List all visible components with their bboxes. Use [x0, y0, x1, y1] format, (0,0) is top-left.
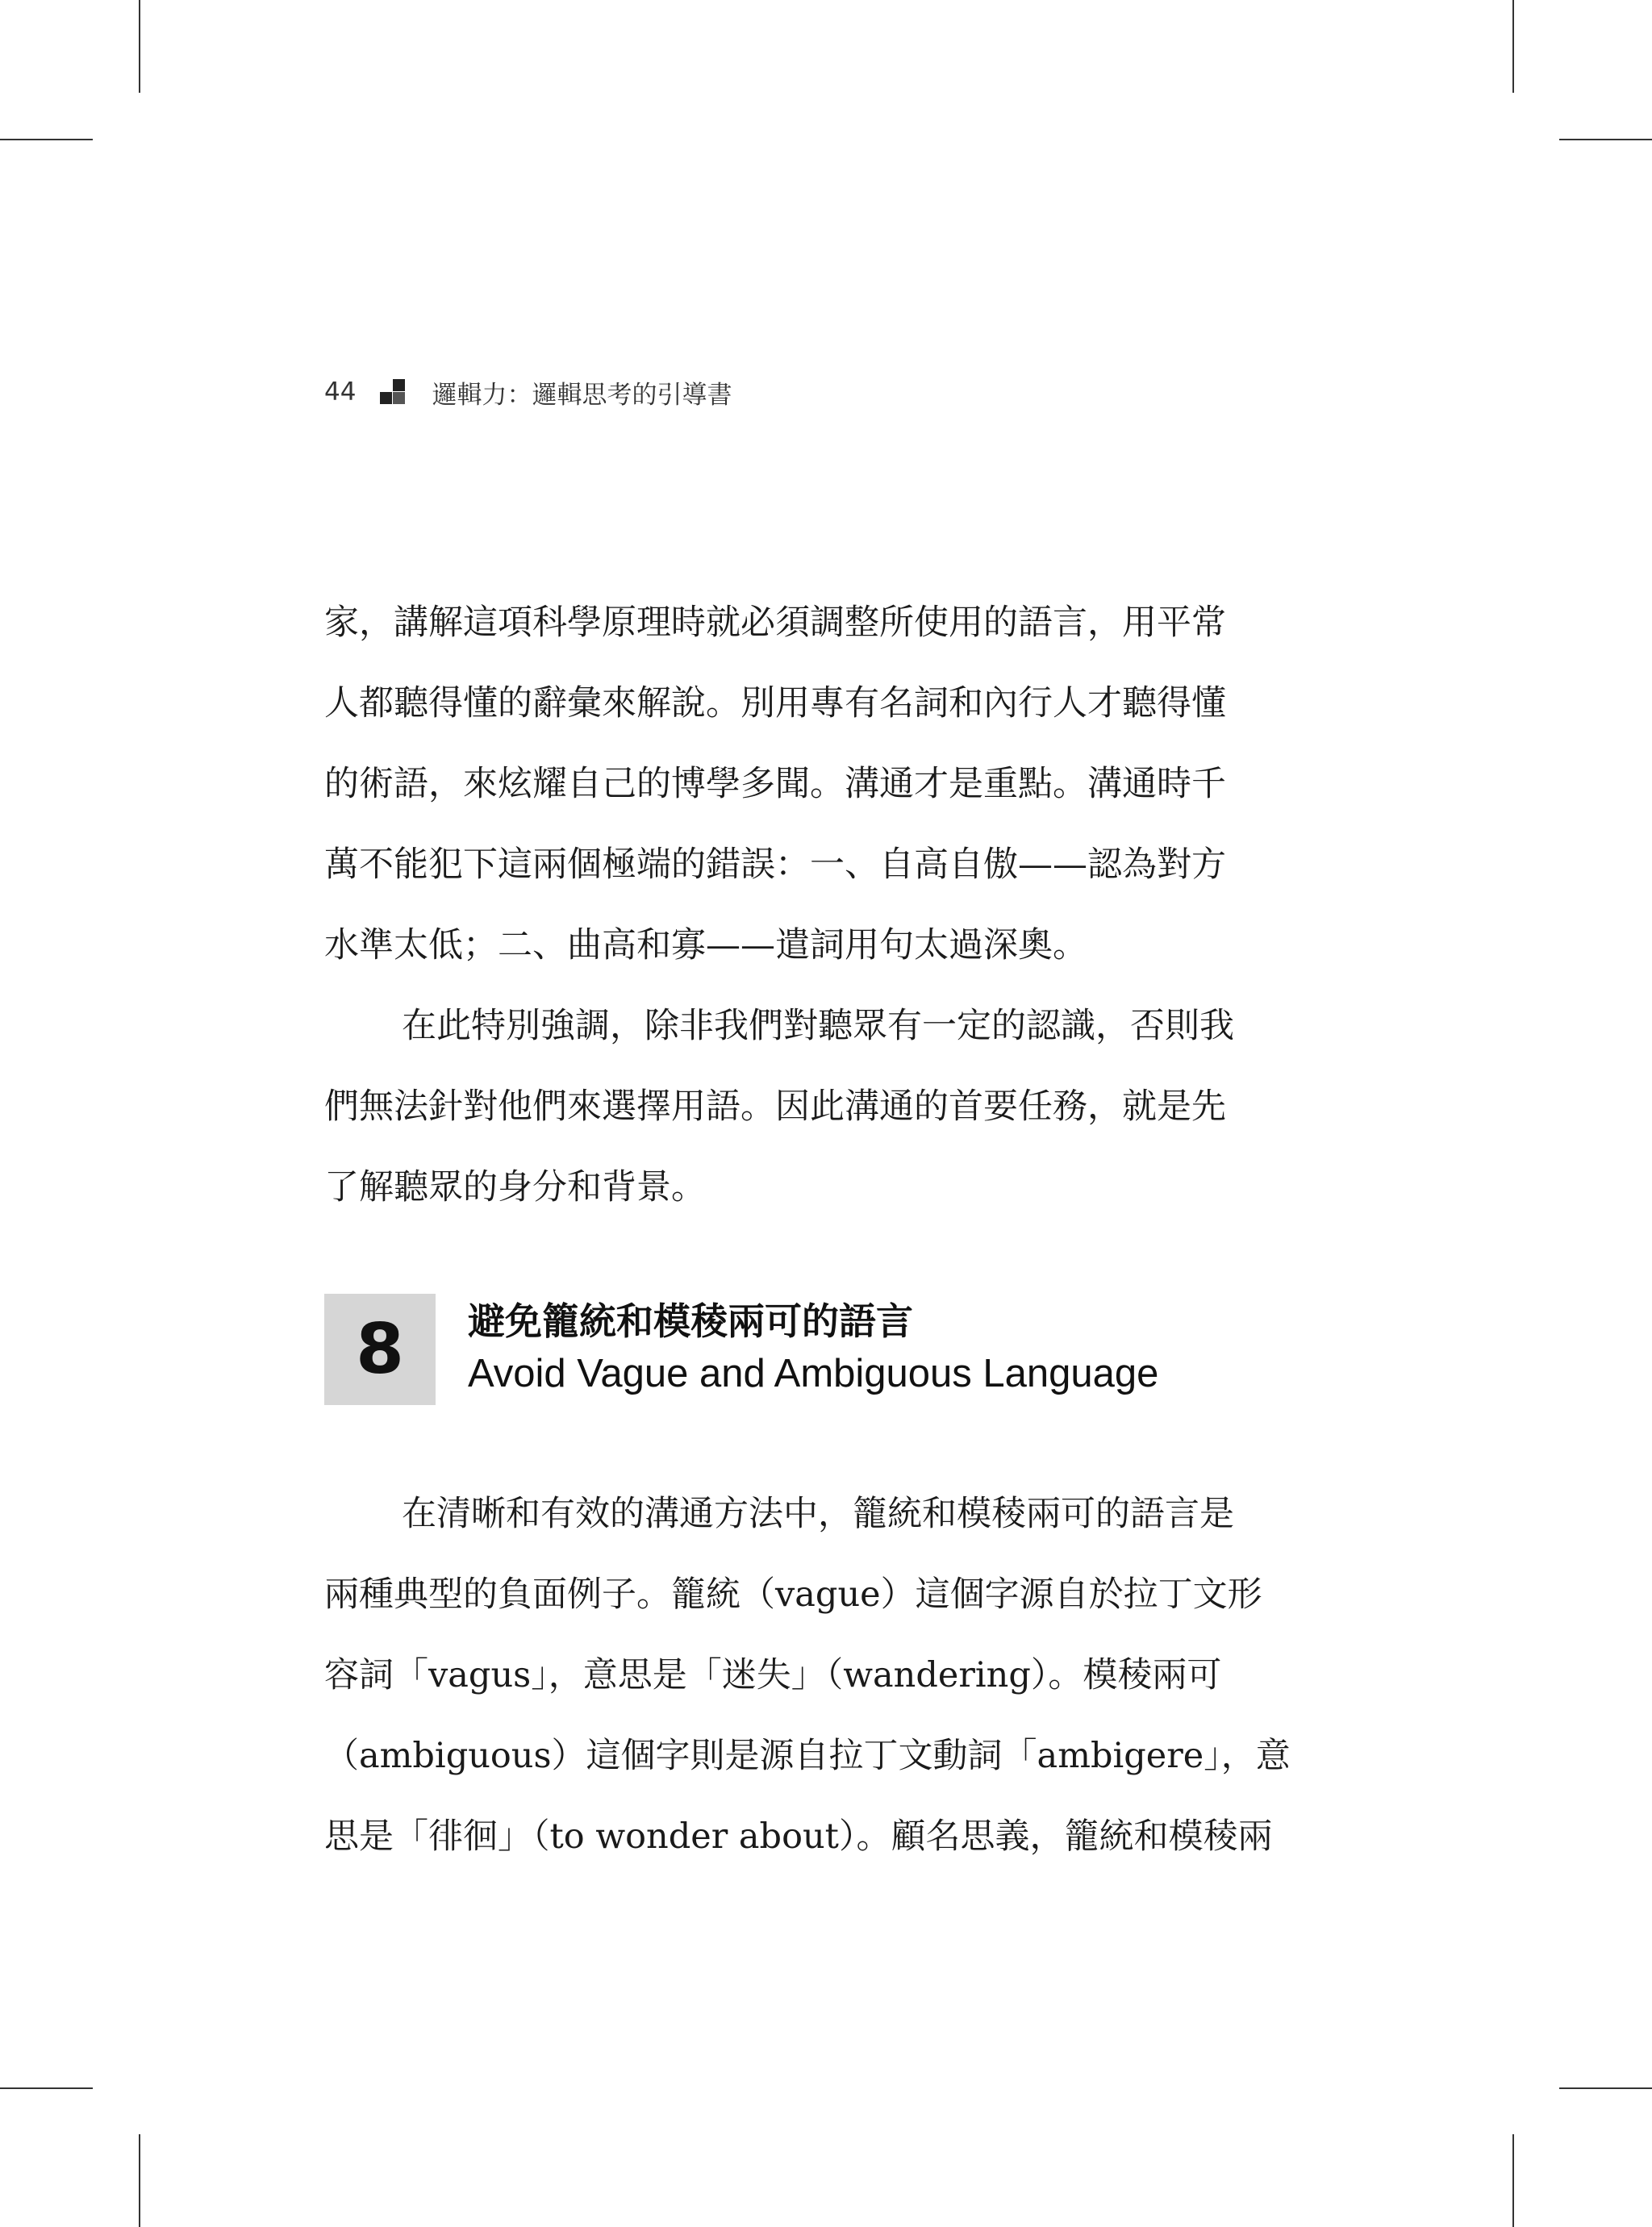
text-line: 了解聽眾的身分和背景。 [324, 1167, 706, 1207]
crop-mark-bottom-right-horizontal [1559, 2087, 1652, 2089]
text-line: 家，講解這項科學原理時就必須調整所使用的語言，用平常 [324, 603, 1226, 643]
section-heading [324, 1294, 1292, 1405]
crop-mark-top-left-vertical [139, 0, 140, 93]
paragraph-3 [324, 1474, 1291, 1877]
text-line: 萬不能犯下這兩個極端的錯誤：一、自高自傲——認為對方 [324, 845, 1226, 885]
text-line: 水準太低；二、曲高和寡——遣詞用句太過深奧。 [324, 925, 1087, 965]
text-line: 人都聽得懂的辭彙來解說。別用專有名詞和內行人才聽得懂 [324, 683, 1226, 724]
section-number: 8 [324, 1294, 436, 1405]
text-line: 們無法針對他們來選擇用語。因此溝通的首要任務，就是先 [324, 1086, 1226, 1127]
crop-mark-bottom-left-vertical [139, 2134, 140, 2227]
paragraph-1 [324, 582, 1281, 986]
page-number: 44 [324, 377, 357, 407]
crop-mark-bottom-right-vertical [1512, 2134, 1514, 2227]
text-line: 容詞「vagus」，意思是「迷失」（wandering）。模稜兩可 [324, 1655, 1222, 1695]
text-line: 在清晰和有效的溝通方法中，籠統和模稜兩可的語言是 [402, 1494, 1234, 1534]
text-line: 在此特別強調，除非我們對聽眾有一定的認識，否則我 [402, 1006, 1234, 1046]
text-line: 兩種典型的負面例子。籠統（vague）這個字源自於拉丁文形 [324, 1574, 1262, 1615]
crop-mark-top-right-horizontal [1559, 139, 1652, 140]
crop-mark-top-right-vertical [1512, 0, 1514, 93]
text-line: 的術語，來炫耀自己的博學多聞。溝通才是重點。溝通時千 [324, 764, 1226, 804]
checker-square-icon [380, 379, 406, 405]
crop-mark-bottom-left-horizontal [0, 2087, 93, 2089]
paragraph-2 [324, 986, 1281, 1228]
text-line: 思是「徘徊」（to wonder about）。顧名思義，籠統和模稜兩 [324, 1816, 1273, 1857]
book-title: 邏輯力：邏輯思考的引導書 [432, 380, 732, 410]
crop-mark-top-left-horizontal [0, 139, 93, 140]
section-title-english: Avoid Vague and Ambiguous Language [468, 1352, 1159, 1395]
section-title-chinese: 避免籠統和模稜兩可的語言 [468, 1299, 913, 1343]
running-head [324, 373, 732, 411]
text-line: （ambiguous）這個字則是源自拉丁文動詞「ambigere」，意 [324, 1736, 1291, 1776]
